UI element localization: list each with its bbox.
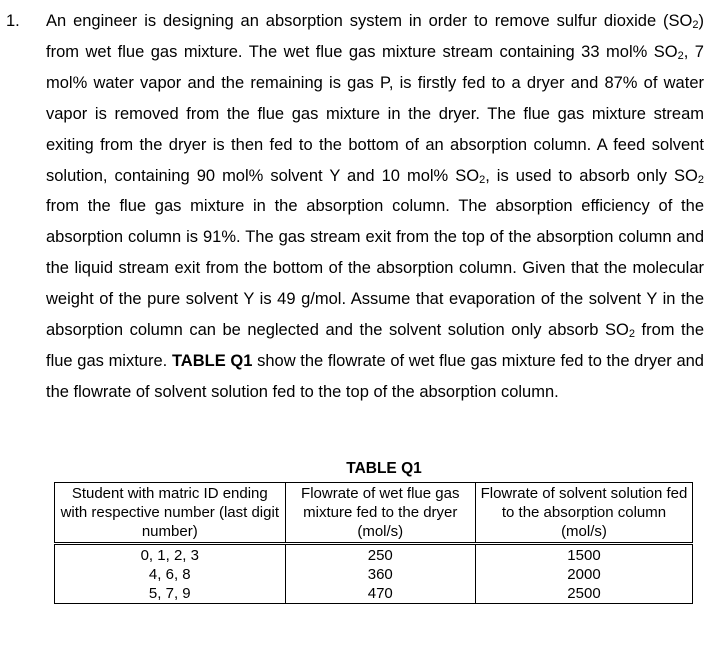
table-header-row bbox=[55, 483, 693, 544]
table-reference: TABLE Q1 bbox=[171, 351, 253, 370]
cell-wet-flue-flowrate: 360 bbox=[285, 565, 475, 584]
table-row bbox=[55, 544, 693, 566]
cell-solvent-flowrate: 2500 bbox=[475, 584, 692, 604]
cell-student-id: 4, 6, 8 bbox=[55, 565, 286, 584]
cell-solvent-flowrate: 2000 bbox=[475, 565, 692, 584]
cell-solvent-flowrate: 1500 bbox=[475, 544, 692, 566]
question-text: An engineer is designing an absorption system in order to remove sulfur dioxide $(SO_2)$ from wet flue gas mixture. The wet flue gas mixture stream containing 33 mol% $SO_2$, 7 mol% water vapor and the remaining is gas P, is firstly fed to a dryer and 87% of water vapor is removed from the flue gas mixture in the dryer. The flue gas mixture stream exiting from the dryer is then fed to the bottom of an absorption column. A feed solvent solution, containing 90 mol% solvent Y and 10 mol% $SO_2$, is used to absorb only $SO_2$ from the flue gas mixture in the absorption column. The absorption efficiency of the absorption column is 91%. The gas stream exit from the top of the absorption column and the liquid stream exit from the bottom of the absorption column. Given that the molecular weight of the pure solvent Y is 49 g/mol. Assume that evaporation of the solvent Y in the absorption column can be neglected and the solvent solution only absorb $SO_2$ from the flue gas mixture. TABLE Q1 show the flowrate of wet flue gas mixture fed to the dryer and the flowrate of solvent solution fed to the top of the absorption column. bbox=[46, 12, 704, 401]
cell-wet-flue-flowrate: 470 bbox=[285, 584, 475, 604]
cell-wet-flue-flowrate: 250 bbox=[285, 544, 475, 566]
table-caption: TABLE Q1 bbox=[346, 460, 422, 477]
header-student-id: Student with matric ID ending with respective number (last digit number) bbox=[55, 483, 286, 544]
cell-student-id: 5, 7, 9 bbox=[55, 584, 286, 604]
flowrate-table bbox=[54, 482, 693, 604]
table-row bbox=[55, 584, 693, 604]
header-solvent-flowrate: Flowrate of solvent solution fed to the absorption column (mol/s) bbox=[475, 483, 692, 544]
table-row bbox=[55, 565, 693, 584]
cell-student-id: 0, 1, 2, 3 bbox=[55, 544, 286, 566]
question-number: 1. bbox=[6, 12, 20, 30]
header-wet-flue-flowrate: Flowrate of wet flue gas mixture fed to the dryer (mol/s) bbox=[285, 483, 475, 544]
